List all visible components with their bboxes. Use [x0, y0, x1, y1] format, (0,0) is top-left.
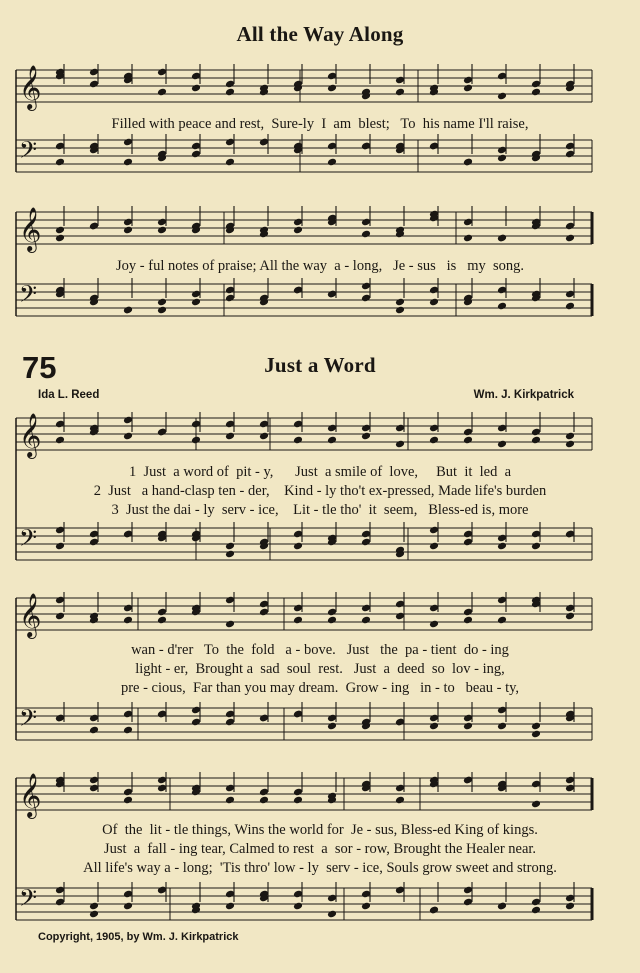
note-head [55, 234, 65, 243]
note-head [463, 616, 473, 625]
note-head [497, 92, 507, 101]
note-head [429, 906, 439, 915]
note-head [497, 616, 507, 625]
note-head [293, 616, 303, 625]
bass-clef-icon: 𝄢 [19, 136, 38, 169]
note-head [157, 306, 167, 315]
note-head [497, 302, 507, 311]
note-head [55, 158, 65, 167]
hymn-title-just-a-word: Just a Word [264, 353, 376, 377]
note-head [361, 616, 371, 625]
note-head [225, 88, 235, 97]
note-head [565, 440, 575, 449]
composer-credit: Wm. J. Kirkpatrick [473, 389, 574, 401]
note-head [463, 722, 473, 731]
note-head [55, 612, 65, 621]
note-head [157, 226, 167, 235]
note-head [123, 158, 133, 167]
lyric-verse-1: 1 Just a word of pit - y, Just a smile of love, But it led a [128, 464, 512, 480]
note-head [531, 730, 541, 739]
bass-clef-icon: 𝄢 [19, 280, 38, 313]
note-head [429, 542, 439, 551]
bass-clef-icon: 𝄢 [19, 524, 38, 557]
treble-clef-icon: 𝄞 [19, 65, 42, 109]
note-head [497, 902, 507, 911]
note-head [327, 910, 337, 919]
note-head [497, 154, 507, 163]
note-head [327, 158, 337, 167]
note-head [225, 158, 235, 167]
note-head [225, 620, 235, 629]
note-head [123, 796, 133, 805]
note-head [395, 298, 405, 307]
lyric-verse-2: Just a fall - ing tear, Calmed to rest a sor - row, Brought the Healer near. [103, 841, 537, 857]
lyric-verse-1: Of the lit - tle things, Wins the world for Je - sus, Bless-ed King of kings. [102, 822, 538, 838]
note-head [191, 298, 201, 307]
note-head [89, 726, 99, 735]
note-head [293, 902, 303, 911]
note-head [259, 432, 269, 441]
note-head [55, 542, 65, 551]
note-head [157, 88, 167, 97]
note-head [463, 84, 473, 93]
note-head [497, 542, 507, 551]
note-head [89, 910, 99, 919]
bass-clef-icon: 𝄢 [19, 884, 38, 917]
note-head [565, 302, 575, 311]
note-head [157, 616, 167, 625]
note-head [89, 902, 99, 911]
treble-clef-icon: 𝄞 [19, 207, 42, 251]
note-head [429, 722, 439, 731]
note-head [157, 298, 167, 307]
note-head [463, 436, 473, 445]
note-head [565, 612, 575, 621]
note-head [395, 796, 405, 805]
note-head [191, 84, 201, 93]
note-head [429, 620, 439, 629]
lyric-verse-3: 3 Just the dai - ly serv - ice, Lit - tle tho' it seem, Bless-ed is, more [111, 502, 529, 518]
note-head [565, 234, 575, 243]
note-head [123, 226, 133, 235]
note-head [293, 542, 303, 551]
note-head [361, 902, 371, 911]
note-head [327, 436, 337, 445]
note-head [361, 432, 371, 441]
note-head [361, 230, 371, 239]
lyric-verse-3: All life's way a - long; 'Tis thro' low - ly serv - ice, Souls grow sweet and strong. [83, 860, 557, 876]
hymn-title-all-the-way-along: All the Way Along [236, 22, 404, 46]
note-head [531, 88, 541, 97]
treble-clef-icon: 𝄞 [19, 773, 42, 817]
note-head [327, 616, 337, 625]
note-head [225, 542, 235, 551]
note-head [225, 550, 235, 559]
note-head [293, 436, 303, 445]
note-head [259, 796, 269, 805]
note-head [123, 616, 133, 625]
note-head [531, 800, 541, 809]
lyric-line: Filled with peace and rest, Sure-ly I am blest; To his name I'll raise, [111, 116, 529, 132]
note-head [123, 306, 133, 315]
note-head [429, 436, 439, 445]
note-head [531, 542, 541, 551]
note-head [497, 440, 507, 449]
note-head [327, 84, 337, 93]
note-head [497, 722, 507, 731]
note-head [293, 796, 303, 805]
copyright-notice: Copyright, 1905, by Wm. J. Kirkpatrick [38, 931, 239, 943]
note-head [191, 436, 201, 445]
treble-clef-icon: 𝄞 [19, 413, 42, 457]
note-head [395, 440, 405, 449]
lyric-verse-2: light - er, Brought a sad soul rest. Just a deed so lov - ing, [135, 661, 505, 677]
note-head [123, 432, 133, 441]
note-head [531, 906, 541, 915]
note-head [395, 88, 405, 97]
bass-clef-icon: 𝄢 [19, 704, 38, 737]
note-head [225, 432, 235, 441]
note-head [123, 726, 133, 735]
note-head [55, 226, 65, 235]
note-head [395, 306, 405, 315]
note-head [123, 902, 133, 911]
note-head [225, 796, 235, 805]
author-credit: Ida L. Reed [38, 389, 100, 401]
hymn-number: 75 [22, 350, 57, 385]
note-head [531, 722, 541, 731]
note-head [55, 436, 65, 445]
treble-clef-icon: 𝄞 [19, 593, 42, 637]
note-head [531, 436, 541, 445]
note-head [429, 298, 439, 307]
note-head [463, 234, 473, 243]
lyric-verse-3: pre - cious, Far than you may dream. Grow - ing in - to beau - ty, [120, 680, 520, 696]
note-head [497, 234, 507, 243]
note-head [463, 158, 473, 167]
note-head [565, 432, 575, 441]
note-head [225, 902, 235, 911]
note-head [327, 722, 337, 731]
lyric-verse-2: 2 Just a hand-clasp ten - der, Kind - ly tho't ex-pressed, Made life's burden [93, 483, 547, 499]
note-head [565, 902, 575, 911]
lyric-verse-1: wan - d'rer To the fold a - bove. Just the pa - tient do - ing [131, 642, 509, 658]
note-head [293, 226, 303, 235]
lyric-line: Joy - ful notes of praise; All the way a - long, Je - sus is my song. [116, 258, 524, 274]
